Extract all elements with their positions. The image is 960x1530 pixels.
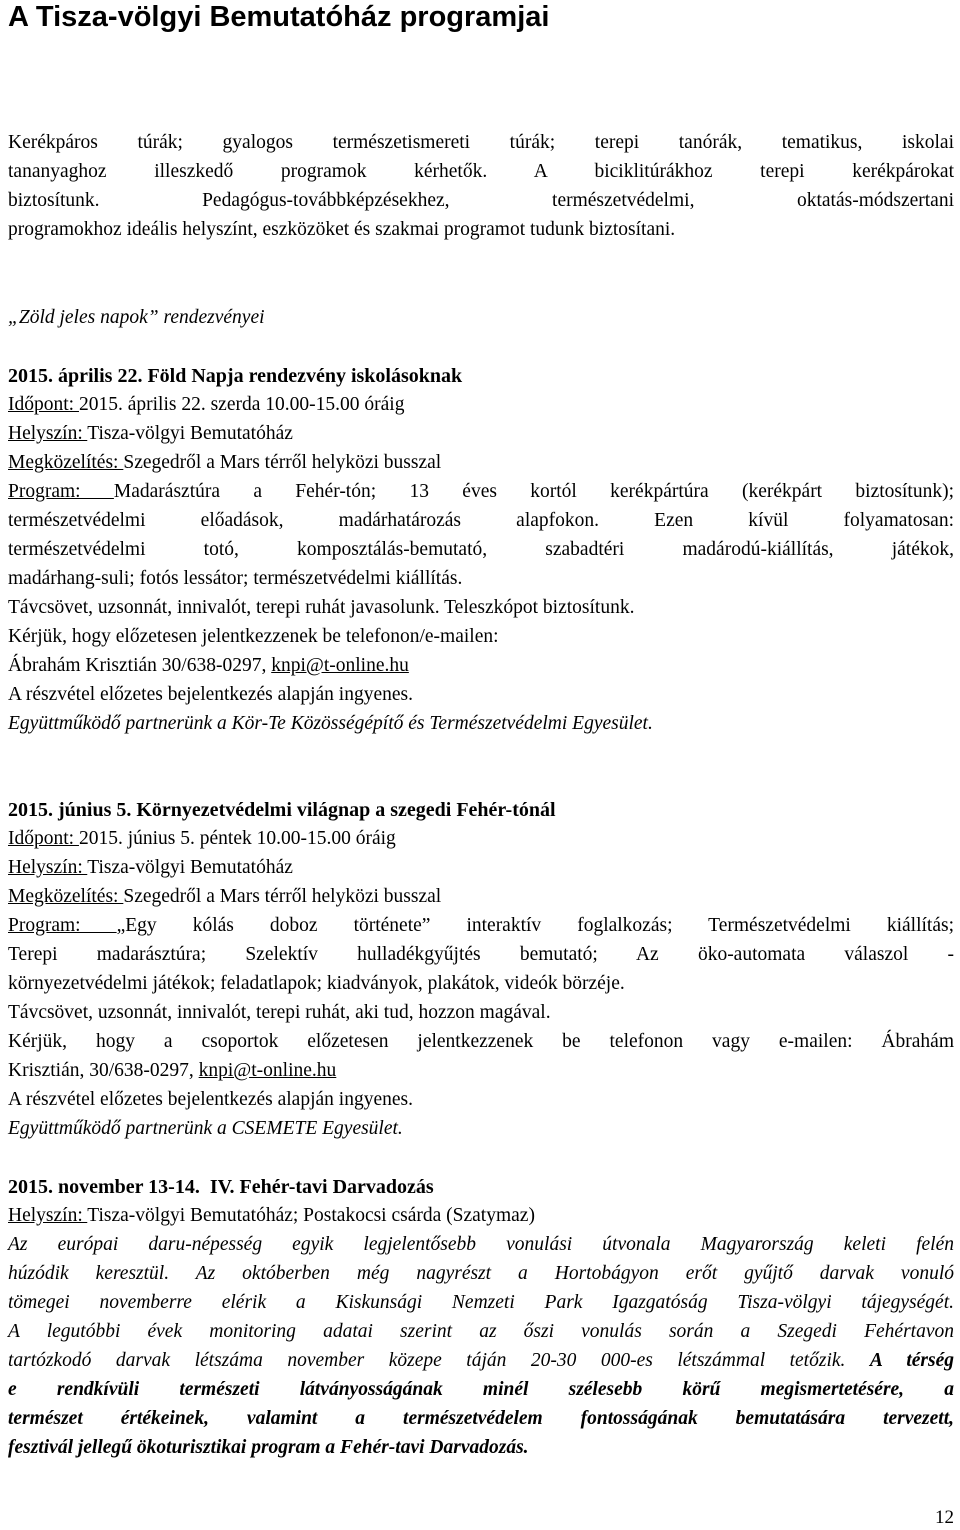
helyszin-value: Tisza-völgyi Bemutatóház xyxy=(87,857,293,878)
event3-bold-line: e rendkívüli természeti látványosságának minél szélesebb körű megismertetésére, a xyxy=(8,1379,954,1400)
event1-helyszin xyxy=(8,422,954,446)
event3-desc-line: húzódik keresztül. Az októberben még nagyrészt a Hortobágyon erőt gyűjtő darvak vonuló xyxy=(8,1263,954,1284)
event2-date: 2015. június 5. xyxy=(8,799,132,821)
event3-desc-line: Az európai daru-népesség egyik legjelentősebb vonulási útvonala Magyarország keleti felén xyxy=(8,1234,954,1255)
event3-bold-line: fesztivál jellegű ökoturisztikai program a Fehér-tavi Darvadozás. xyxy=(8,1437,529,1458)
event2-line: környezetvédelmi játékok; feladatlapok; kiadványok, plakátok, videók börzéje. xyxy=(8,973,625,994)
program-label: Program: xyxy=(8,915,117,936)
event3-helyszin xyxy=(8,1204,954,1228)
event2-idopont xyxy=(8,827,954,851)
event2-free-note: A részvétel előzetes bejelentkezés alapján ingyenes. xyxy=(8,1089,413,1110)
event2-program xyxy=(8,914,954,938)
intro-line: Kerékpáros túrák; gyalogos természetismereti túrák; terepi tanórák, tematikus, iskolai xyxy=(8,132,954,153)
idopont-label: Időpont: xyxy=(8,828,79,849)
page-title: A Tisza-völgyi Bemutatóház programjai xyxy=(8,1,550,33)
event1-line: madárhang-suli; fotós lessátor; természetvédelmi kiállítás. xyxy=(8,568,463,589)
desc-bold: A térség xyxy=(869,1350,954,1371)
helyszin-value: Tisza-völgyi Bemutatóház; Postakocsi csárda (Szatymaz) xyxy=(87,1205,535,1226)
helyszin-label: Helyszín: xyxy=(8,423,88,444)
event1-line: természetvédelmi totó, komposztálás-bemutató, szabadtéri madárodú-kiállítás, játékok, xyxy=(8,539,954,560)
event1-heading xyxy=(8,364,954,388)
event1-name: Föld Napja rendezvény iskolásoknak xyxy=(147,365,463,387)
event3-desc-line xyxy=(8,1349,954,1373)
event3-date: 2015. november 13-14. xyxy=(8,1176,200,1198)
page-number: 12 xyxy=(935,1507,954,1528)
megkozelites-value: Szegedről a Mars térről helyközi busszal xyxy=(123,886,442,907)
event2-helyszin xyxy=(8,856,954,880)
intro-line: biztosítunk. Pedagógus-továbbképzésekhez, természetvédelmi, oktatás-módszertani xyxy=(8,190,954,211)
email-link[interactable]: knpi@t-online.hu xyxy=(271,655,409,676)
megkozelites-value: Szegedről a Mars térről helyközi busszal xyxy=(123,452,442,473)
email-link[interactable]: knpi@t-online.hu xyxy=(198,1060,337,1081)
idopont-value: 2015. április 22. szerda 10.00-15.00 óráig xyxy=(78,394,405,415)
event1-megkozelites xyxy=(8,451,954,475)
event1-idopont xyxy=(8,393,954,417)
event2-name: Környezetvédelmi világnap a szegedi Fehér-tónál xyxy=(136,799,556,821)
event3-heading xyxy=(8,1175,954,1199)
event2-line: Terepi madarásztúra; Szelektív hulladékgyűjtés bemutató; Az öko-automata válaszol - xyxy=(8,944,954,965)
intro-line: programokhoz ideális helyszínt, eszközöket és szakmai programot tudunk biztosítani. xyxy=(8,219,676,240)
event1-line: természetvédelmi előadások, madárhatározás alapfokon. Ezen kívül folyamatosan: xyxy=(8,510,954,531)
event3-bold-line: természet értékeinek, valamint a természetvédelem fontosságának bemutatására tervezett, xyxy=(8,1408,954,1429)
helyszin-label: Helyszín: xyxy=(8,857,88,878)
program-value: Madarásztúra a Fehér-tón; 13 éves kortól kerékpártúra (kerékpárt biztosítunk); xyxy=(113,481,954,502)
event1-date: 2015. április 22. xyxy=(8,365,143,387)
program-value: „Egy kólás doboz története” interaktív foglalkozás; Természetvédelmi kiállítás; xyxy=(116,915,955,936)
event2-heading xyxy=(8,798,954,822)
event3-desc-line: A legutóbbi évek monitoring adatai szerint az őszi vonulás során a Szegedi Fehértavon xyxy=(8,1321,954,1342)
event2-megkozelites xyxy=(8,885,954,909)
event2-partner: Együttműködő partnerünk a CSEMETE Egyesület. xyxy=(8,1118,403,1139)
event1-contact xyxy=(8,654,954,678)
event1-line: Távcsövet, uzsonnát, innivalót, terepi ruhát javasolunk. Teleszkópot biztosítunk. xyxy=(8,597,635,618)
megkozelites-label: Megközelítés: xyxy=(8,886,124,907)
event2-contact xyxy=(8,1059,954,1083)
event1-line: Kérjük, hogy előzetesen jelentkezzenek be telefonon/e-mailen: xyxy=(8,626,499,647)
megkozelites-label: Megközelítés: xyxy=(8,452,124,473)
helyszin-value: Tisza-völgyi Bemutatóház xyxy=(87,423,293,444)
idopont-value: 2015. június 5. péntek 10.00-15.00 óráig xyxy=(78,828,396,849)
idopont-label: Időpont: xyxy=(8,394,79,415)
event3-desc-line: tömegei novemberre elérik a Kiskunsági Nemzeti Park Igazgatóság Tisza-völgyi tájegységét. xyxy=(8,1292,954,1313)
contact-text: Ábrahám Krisztián 30/638-0297, xyxy=(8,655,272,676)
section-heading: „Zöld jeles napok” rendezvényei xyxy=(8,307,265,328)
helyszin-label: Helyszín: xyxy=(8,1205,88,1226)
event1-program xyxy=(8,480,954,504)
intro-line: tananyaghoz illeszkedő programok kérhetők. A biciklitúrákhoz terepi kerékpárokat xyxy=(8,161,954,182)
contact-text: Krisztián, 30/638-0297, xyxy=(8,1060,199,1081)
event3-name: IV. Fehér-tavi Darvadozás xyxy=(209,1176,434,1198)
program-label: Program: xyxy=(8,481,114,502)
event1-free-note: A részvétel előzetes bejelentkezés alapján ingyenes. xyxy=(8,684,413,705)
desc-text: tartózkodó darvak létszáma november közepe táján 20-30 000-es létszámmal tetőzik. xyxy=(8,1350,870,1371)
event1-partner: Együttműködő partnerünk a Kör-Te Közösségépítő és Természetvédelmi Egyesület. xyxy=(8,713,653,734)
event2-register: Kérjük, hogy a csoportok előzetesen jelentkezzenek be telefonon vagy e-mailen: Ábrahám xyxy=(8,1031,954,1052)
event2-line: Távcsövet, uzsonnát, innivalót, terepi ruhát, aki tud, hozzon magával. xyxy=(8,1002,551,1023)
